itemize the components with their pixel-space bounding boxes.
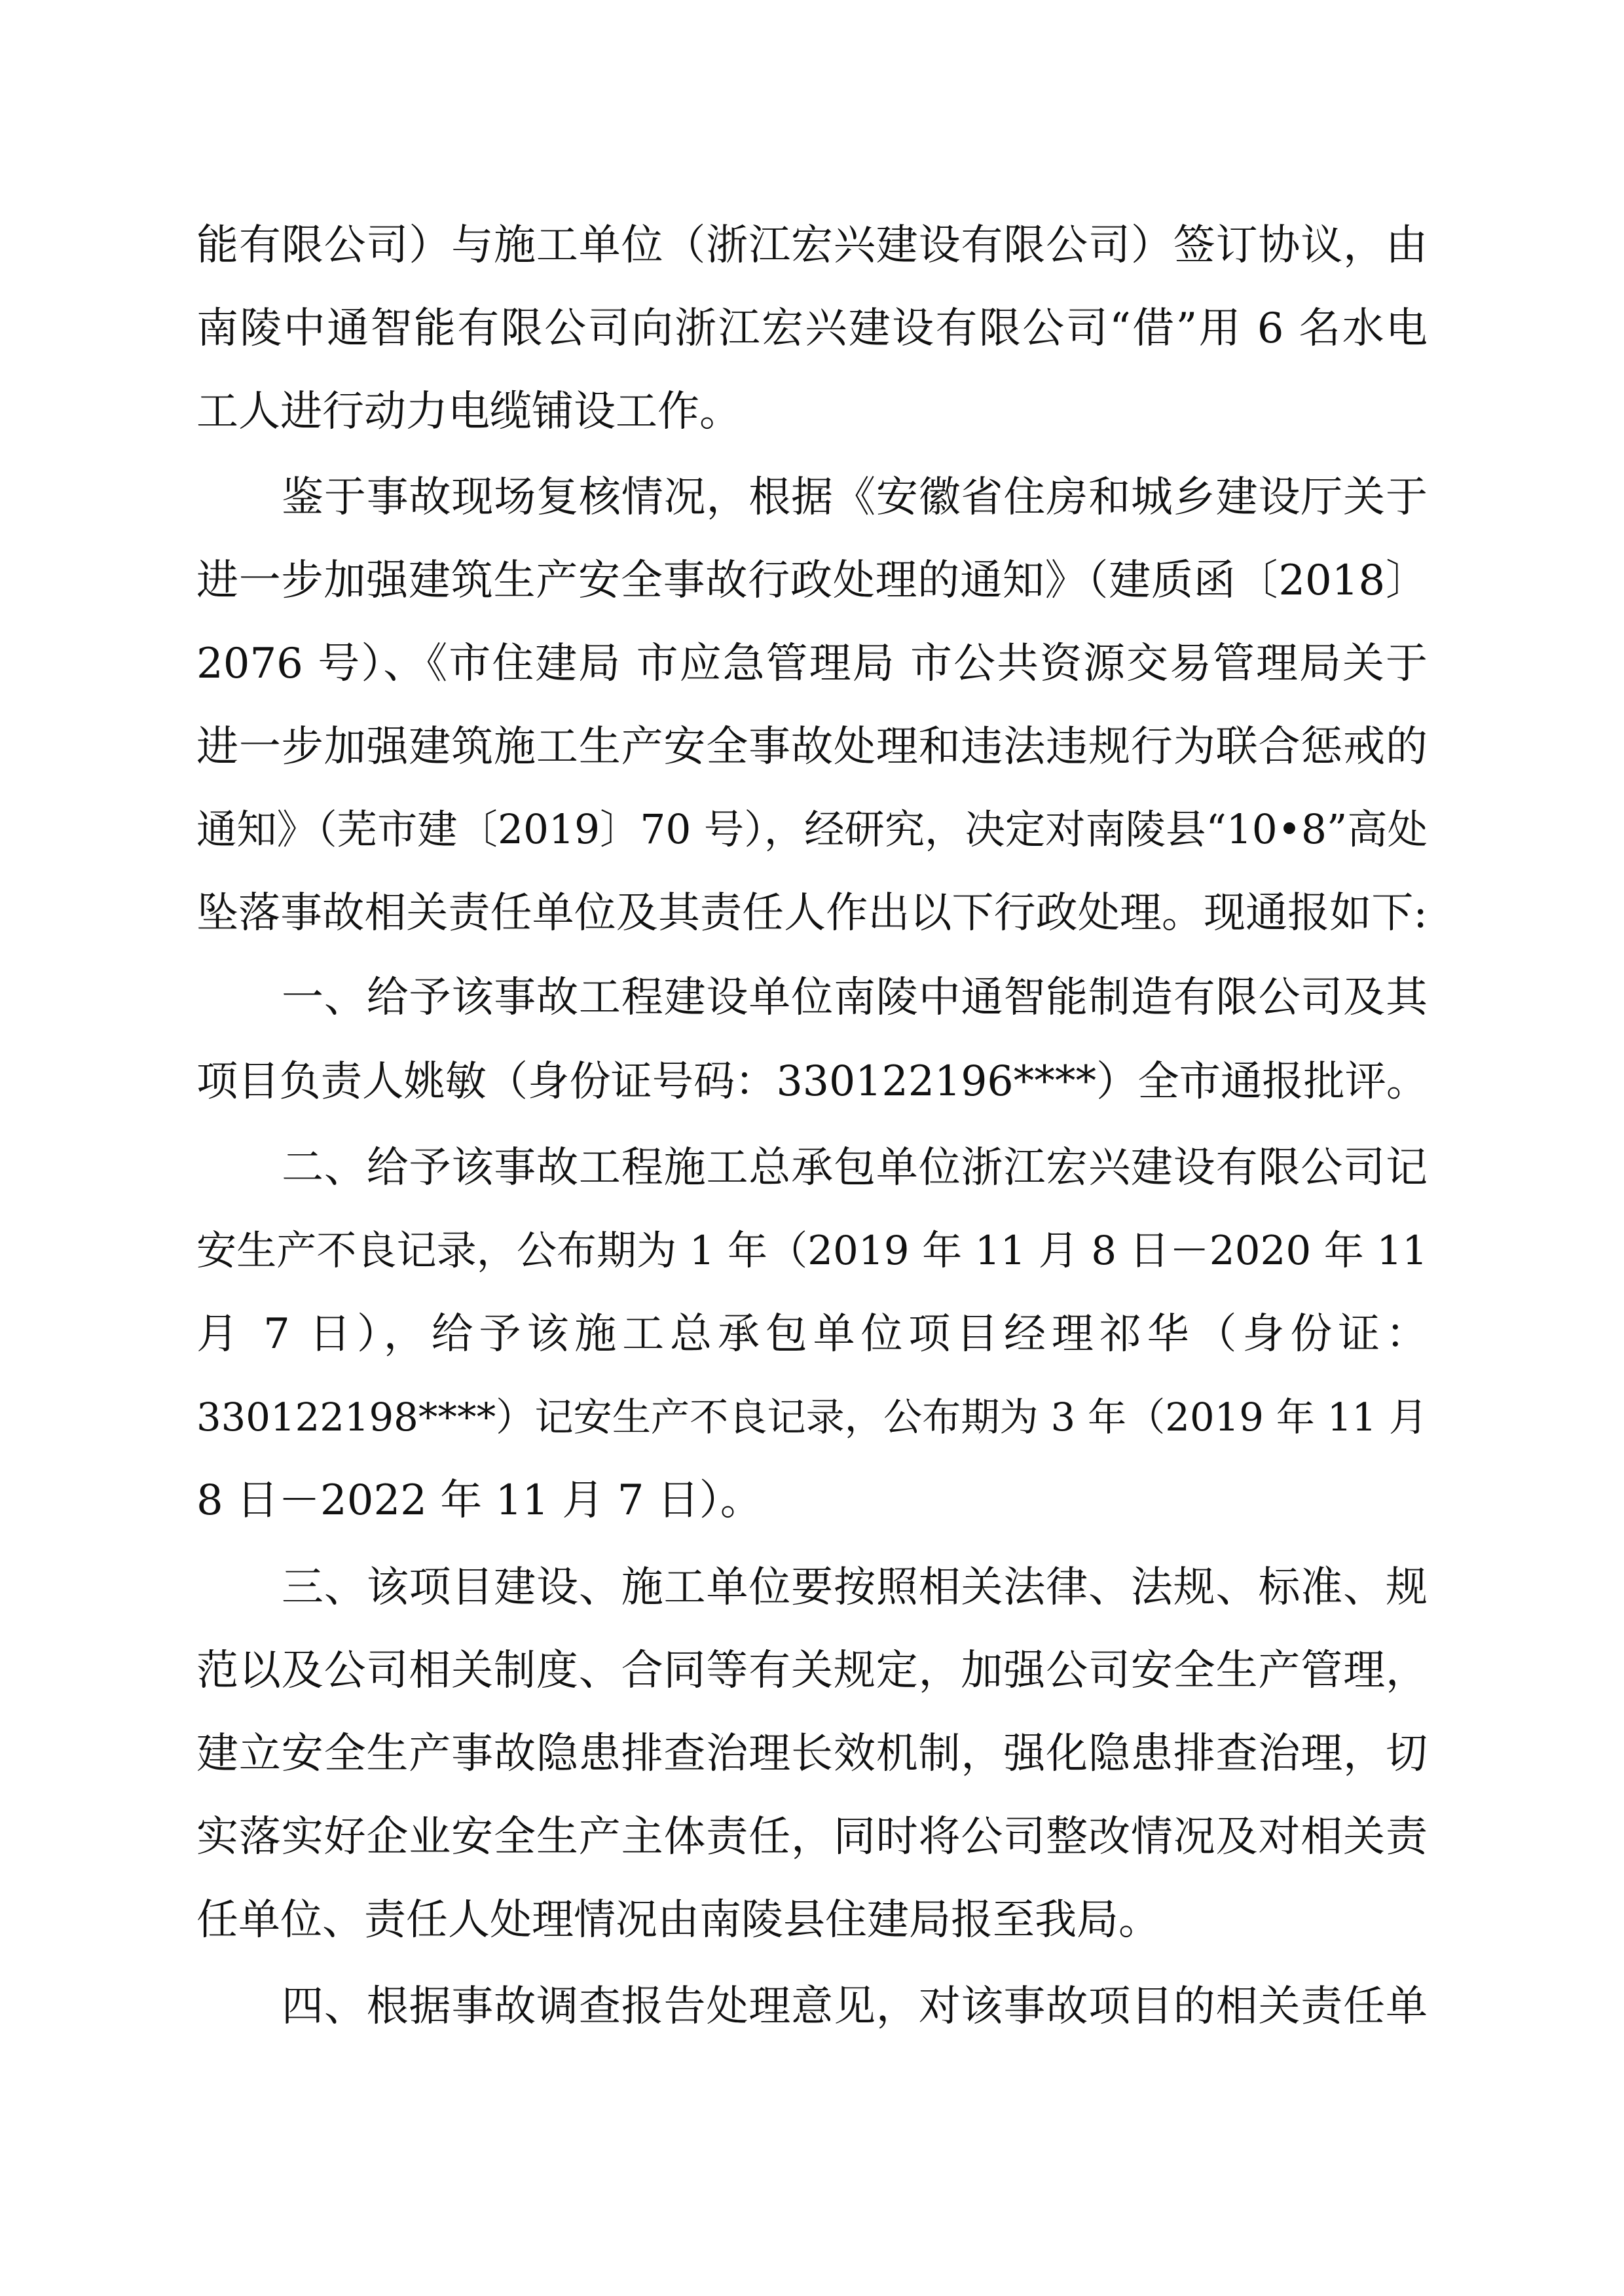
text-line: 8 日－2022 年 11 月 7 日）。: [196, 1476, 762, 1525]
text-line: 2076 号）、《市住建局 市应急管理局 市公共资源交易管理局关于: [196, 640, 1428, 688]
text-line: 实落实好企业安全生产主体责任，同时将公司整改情况及对相关责: [196, 1813, 1428, 1861]
text-line: 南陵中通智能有限公司向浙江宏兴建设有限公司“借”用 6 名水电: [196, 304, 1428, 353]
text-line: 范以及公司相关制度、合同等有关规定，加强公司安全生产管理，: [196, 1647, 1428, 1695]
paragraph-first-line: 二、给予该事故工程施工总承包单位浙江宏兴建设有限公司记: [282, 1144, 1428, 1192]
text-line: 330122198****）记安生产不良记录，公布期为 3 年（2019 年 11 月: [196, 1394, 1428, 1440]
paragraph-first-line: 四、根据事故调查报告处理意见，对该事故项目的相关责任单: [282, 1982, 1428, 2031]
text-line: 建立安全生产事故隐患排查治理长效机制，强化隐患排查治理，切: [196, 1730, 1428, 1778]
text-line: 进一步加强建筑施工生产安全事故处理和违法违规行为联合惩戒的: [196, 723, 1428, 771]
paragraph-first-line: 三、该项目建设、施工单位要按照相关法律、法规、标准、规: [282, 1563, 1428, 1612]
text-line: 进一步加强建筑生产安全事故行政处理的通知》（建质函〔2018〕: [196, 556, 1428, 605]
text-line: 工人进行动力电缆铺设工作。: [196, 388, 741, 436]
paragraph-first-line: 一、给予该事故工程建设单位南陵中通智能制造有限公司及其: [282, 974, 1428, 1022]
text-line: 安生产不良记录，公布期为 1 年（2019 年 11 月 8 日－2020 年 11: [196, 1228, 1428, 1274]
text-line: 坠落事故相关责任单位及其责任人作出以下行政处理。现通报如下:: [196, 889, 1428, 938]
text-line: 月 7 日），给予该施工总承包单位项目经理祁华（身份证：: [196, 1310, 1428, 1358]
text-line: 项目负责人姚敏（身份证号码：330122196****）全市通报批评。: [196, 1057, 1428, 1105]
text-line: 通知》（芜市建〔2019〕70 号），经研究，决定对南陵县“10•8”高处: [196, 807, 1428, 853]
paragraph-first-line: 鉴于事故现场复核情况，根据《安徽省住房和城乡建设厅关于: [282, 473, 1428, 522]
text-line: 能有限公司）与施工单位（浙江宏兴建设有限公司）签订协议，由: [196, 221, 1428, 270]
text-line: 任单位、责任人处理情况由南陵县住建局报至我局。: [196, 1896, 1160, 1944]
